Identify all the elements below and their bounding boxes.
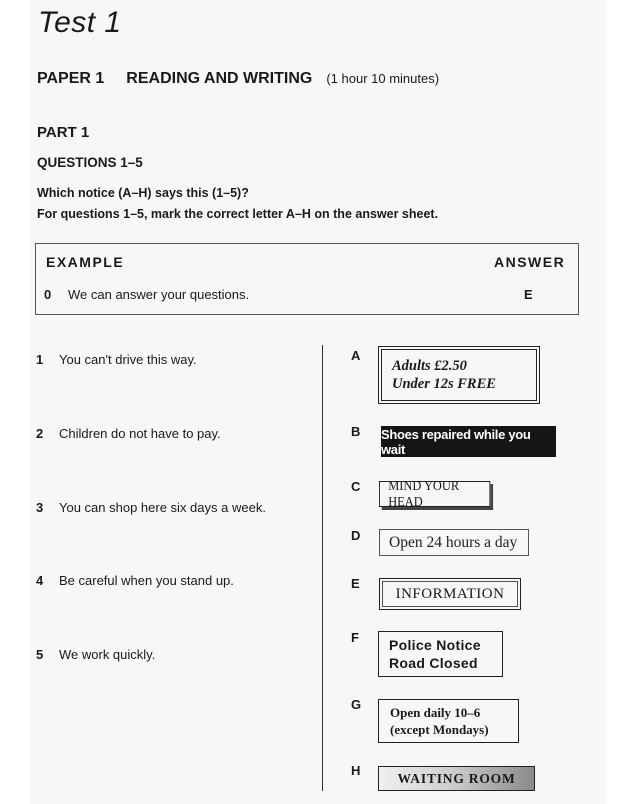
question-text: You can shop here six days a week. bbox=[59, 500, 266, 515]
notice-h bbox=[378, 766, 535, 791]
paper-duration: (1 hour 10 minutes) bbox=[326, 71, 440, 86]
paper-heading bbox=[37, 70, 439, 88]
notice-line: Under 12s FREE bbox=[392, 376, 496, 392]
notice-line: Road Closed bbox=[389, 655, 478, 671]
notice-line: Open 24 hours a day bbox=[389, 533, 518, 551]
part-heading: PART 1 bbox=[37, 124, 90, 141]
notice-letter: B bbox=[351, 424, 361, 439]
notice-line: Adults £2.50 bbox=[392, 358, 467, 374]
notice-letter: F bbox=[351, 630, 359, 645]
notice-line: INFORMATION bbox=[395, 585, 505, 602]
question-number: 3 bbox=[36, 500, 44, 515]
notice-letter: A bbox=[351, 348, 361, 363]
paper-title: READING AND WRITING bbox=[126, 70, 313, 87]
question-number: 1 bbox=[36, 352, 44, 367]
notice-g bbox=[378, 699, 519, 743]
paper-number: PAPER 1 bbox=[37, 70, 105, 87]
question-text: Children do not have to pay. bbox=[59, 426, 221, 441]
notice-line: Shoes repaired while you wait bbox=[381, 426, 531, 457]
notice-b bbox=[381, 426, 556, 457]
question-text: Be careful when you stand up. bbox=[59, 573, 234, 588]
question-number: 4 bbox=[36, 573, 44, 588]
notice-letter: E bbox=[351, 576, 360, 591]
notice-d bbox=[379, 529, 529, 556]
test-title: Test 1 bbox=[38, 6, 122, 39]
example-label: EXAMPLE bbox=[46, 254, 125, 270]
notice-line: Police Notice bbox=[389, 637, 481, 653]
question-text: We work quickly. bbox=[59, 647, 156, 662]
notice-line: MIND YOUR HEAD bbox=[388, 478, 460, 509]
question-number: 5 bbox=[36, 647, 44, 662]
instruction-line: Which notice (A–H) says this (1–5)? bbox=[37, 186, 249, 200]
page-background bbox=[30, 0, 606, 804]
notice-line: Open daily 10–6 bbox=[390, 705, 481, 720]
questions-heading: QUESTIONS 1–5 bbox=[37, 155, 143, 170]
answer-label: ANSWER bbox=[494, 254, 566, 270]
notice-c bbox=[379, 478, 490, 509]
question-text: You can't drive this way. bbox=[59, 352, 197, 367]
notice-letter: D bbox=[351, 528, 361, 543]
column-divider bbox=[322, 345, 323, 791]
notice-letter: G bbox=[351, 697, 362, 712]
notice-a bbox=[381, 349, 537, 401]
notice-line: WAITING ROOM bbox=[397, 770, 516, 786]
notice-f bbox=[378, 631, 503, 677]
example-number: 0 bbox=[44, 287, 52, 302]
instruction-line: For questions 1–5, mark the correct letter A–H on the answer sheet. bbox=[37, 207, 439, 221]
example-answer: E bbox=[524, 287, 533, 302]
notice-letter: H bbox=[351, 763, 361, 778]
question-number: 2 bbox=[36, 426, 44, 441]
notice-letter: C bbox=[351, 479, 361, 494]
notice-line: (except Mondays) bbox=[390, 722, 489, 737]
notice-e bbox=[379, 578, 521, 610]
example-text: We can answer your questions. bbox=[68, 287, 250, 302]
